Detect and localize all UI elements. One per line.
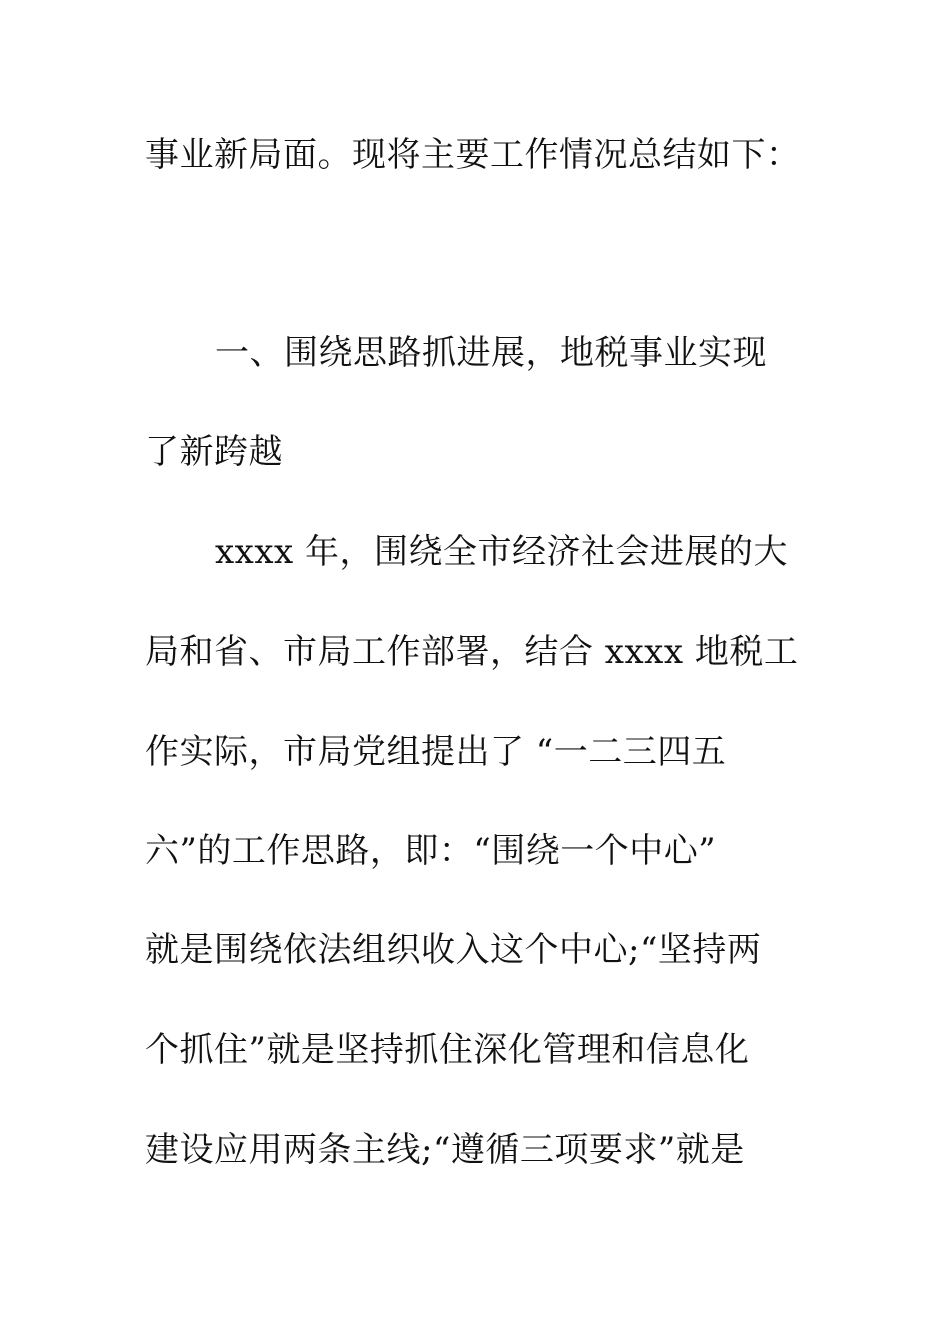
body-text-line: 局和省、市局工作部署，结合 xxxx 地税工 bbox=[145, 632, 799, 672]
body-text-line: 六”的工作思路，即：“围绕一个中心” bbox=[145, 831, 717, 871]
section-heading-line: 了新跨越 bbox=[145, 432, 283, 472]
body-text-line: 就是围绕依法组织收入这个中心;“坚持两 bbox=[145, 930, 762, 970]
body-text-line: xxxx 年，围绕全市经济社会进展的大 bbox=[215, 532, 789, 572]
body-text-line: 作实际，市局党组提出了 “一二三四五 bbox=[145, 732, 727, 772]
section-heading-line: 一、围绕思路抓进展，地税事业实现 bbox=[215, 333, 767, 373]
body-text-line: 建设应用两条主线;“遵循三项要求”就是 bbox=[145, 1130, 745, 1170]
body-text-line: 个抓住”就是坚持抓住深化管理和信息化 bbox=[145, 1030, 750, 1070]
body-text-line: 事业新局面。现将主要工作情况总结如下： bbox=[145, 135, 801, 175]
